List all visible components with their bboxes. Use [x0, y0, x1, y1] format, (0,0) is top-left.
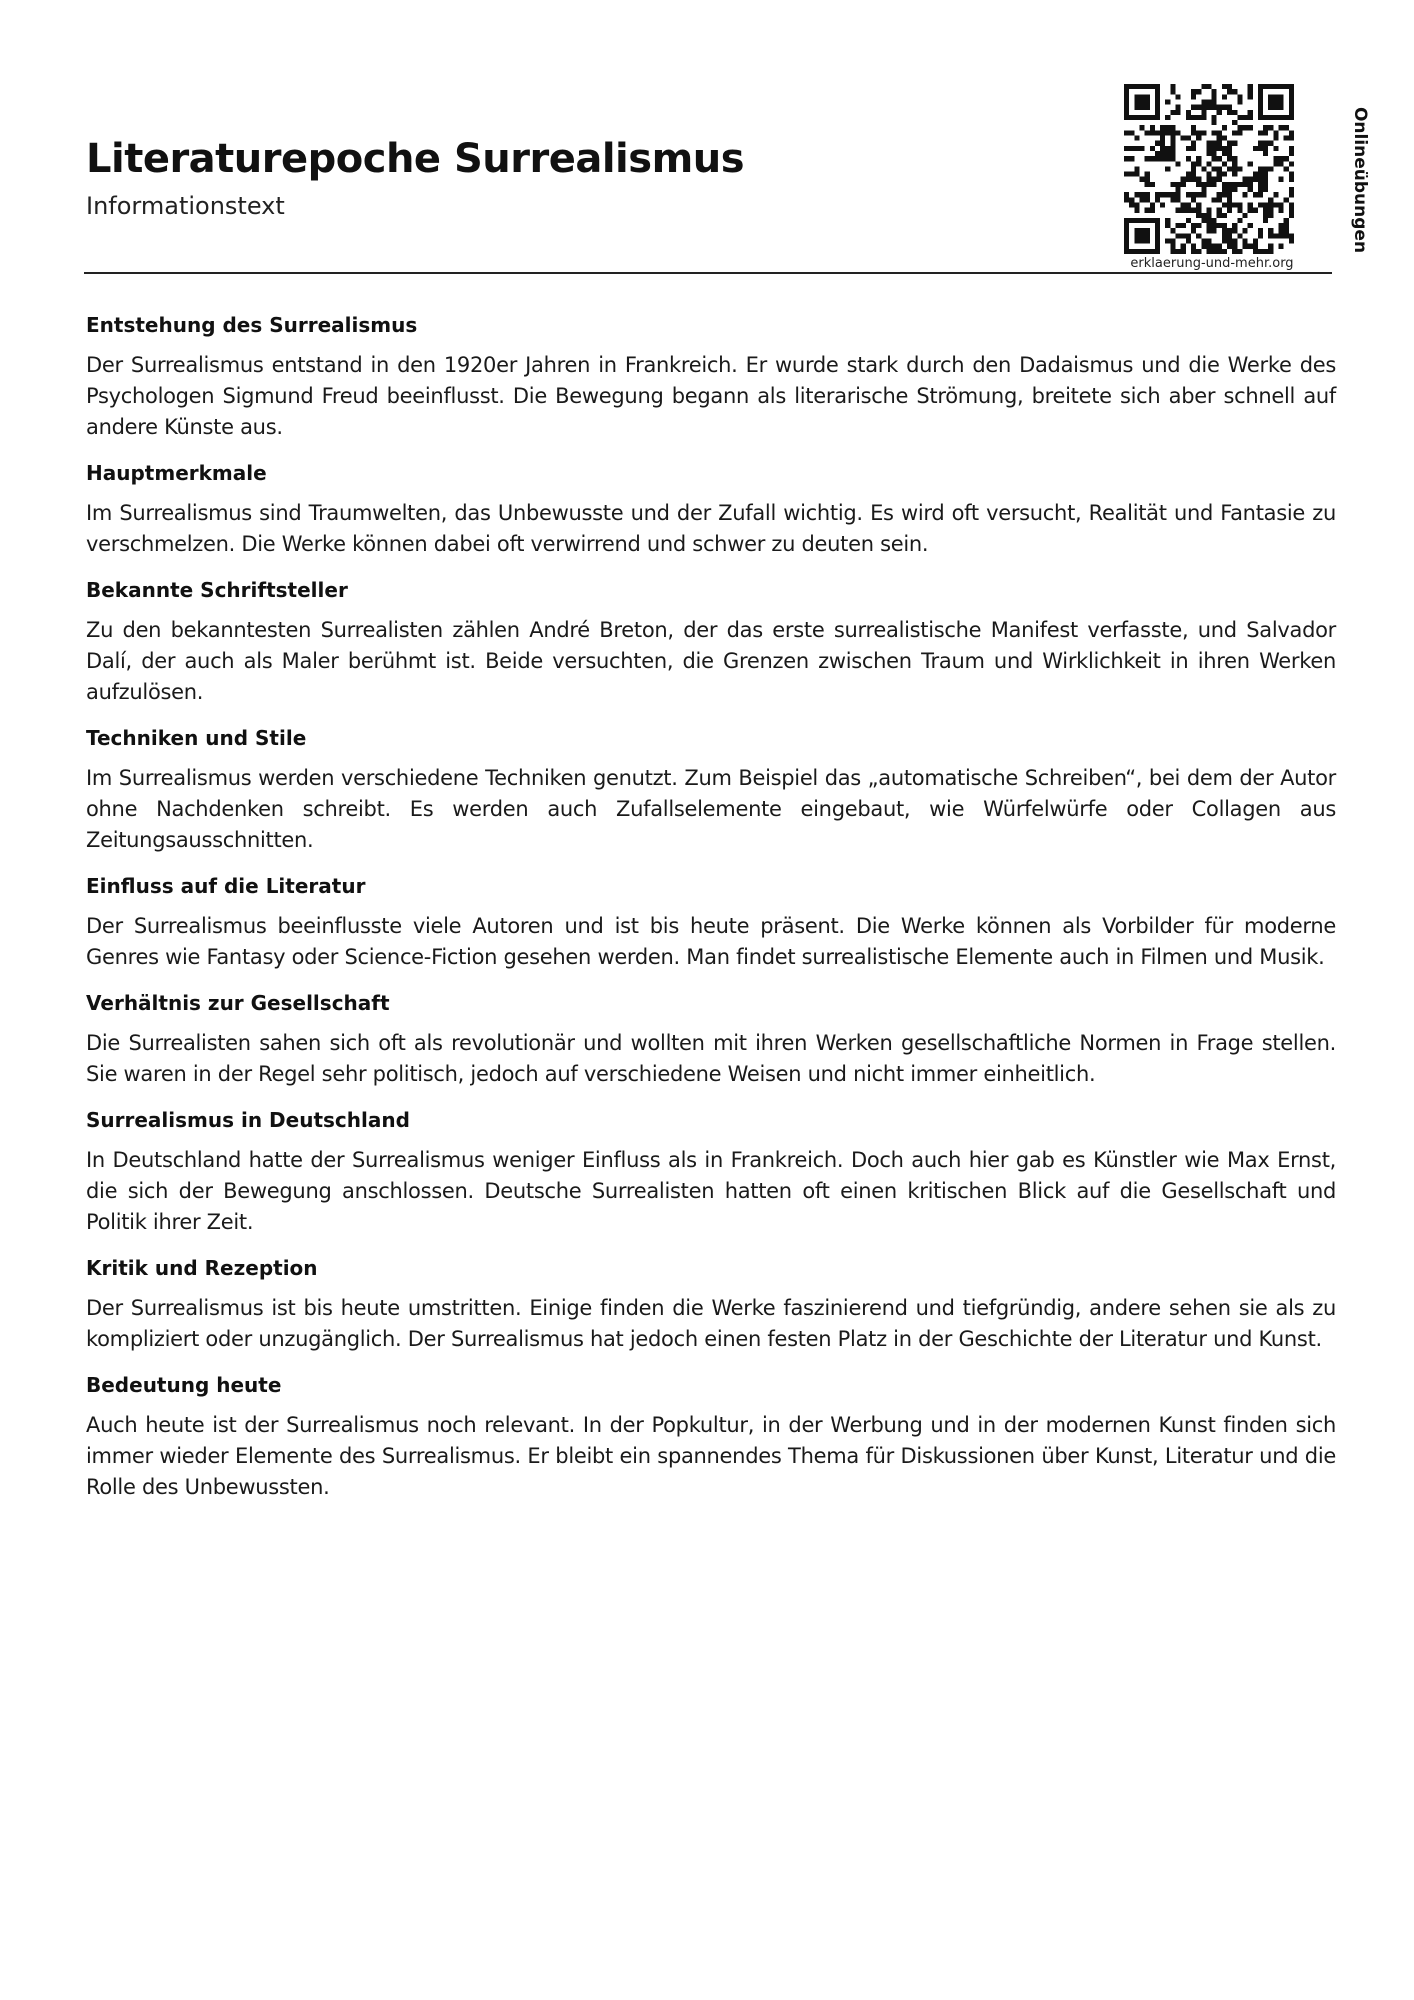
section-hauptmerkmale	[86, 460, 1336, 560]
qr-side-label: Onlineübungen	[1350, 106, 1370, 254]
qr-code-icon[interactable]	[1124, 84, 1294, 254]
page-title: Literaturepoche Surrealismus	[86, 136, 745, 182]
section-text: Im Surrealismus sind Traumwelten, das Unbewusste und der Zufall wichtig. Es wird oft versucht, Realität und Fantasie zu verschmelzen. Die Werke können dabei oft verwirrend und schwer zu deuten sein.	[86, 501, 1336, 556]
qr-url-label[interactable]: erklaerung-und-mehr.org	[1130, 256, 1294, 271]
section-techniken	[86, 725, 1336, 856]
section-text: Die Surrealisten sahen sich oft als revolutionär und wollten mit ihren Werken gesellschaftliche Normen in Frage stellen. Sie waren in der Regel sehr politisch, jedoch auf verschiedene Weisen und nicht immer einheitlich.	[86, 1031, 1336, 1086]
section-text: Auch heute ist der Surrealismus noch relevant. In der Popkultur, in der Werbung und in der modernen Kunst finden sich immer wieder Elemente des Surrealismus. Er bleibt ein spannendes Thema für Diskussionen über Kunst, Literatur und die Rolle des Unbewussten.	[86, 1413, 1336, 1499]
section-heading: Surrealismus in Deutschland	[86, 1108, 410, 1132]
section-kritik	[86, 1255, 1336, 1355]
section-entstehung	[86, 312, 1336, 443]
section-heading: Verhältnis zur Gesellschaft	[86, 991, 390, 1015]
section-einfluss	[86, 873, 1336, 973]
section-heading: Bekannte Schriftsteller	[86, 578, 348, 602]
section-bedeutung	[86, 1372, 1336, 1503]
section-heading: Bedeutung heute	[86, 1373, 282, 1397]
page-subtitle: Informationstext	[86, 192, 285, 220]
section-text: Der Surrealismus beeinflusste viele Autoren und ist bis heute präsent. Die Werke können als Vorbilder für moderne Genres wie Fantasy oder Science-Fiction gesehen werden. Man findet surrealistische Elemente auch in Filmen und Musik.	[86, 914, 1336, 969]
section-heading: Entstehung des Surrealismus	[86, 313, 418, 337]
section-text: Der Surrealismus entstand in den 1920er Jahren in Frankreich. Er wurde stark durch den Dadaismus und die Werke des Psychologen Sigmund Freud beeinflusst. Die Bewegung begann als literarische Strömung, breitete sich aber schnell auf andere Künste aus.	[86, 353, 1336, 439]
section-text: Der Surrealismus ist bis heute umstritten. Einige finden die Werke faszinierend und tiefgründig, andere sehen sie als zu kompliziert oder unzugänglich. Der Surrealismus hat jedoch einen festen Platz in der Geschichte der Literatur und Kunst.	[86, 1296, 1336, 1351]
section-heading: Techniken und Stile	[86, 726, 307, 750]
section-deutschland	[86, 1107, 1336, 1238]
section-heading: Hauptmerkmale	[86, 461, 267, 485]
content-body	[86, 312, 1336, 1520]
section-schriftsteller	[86, 577, 1336, 708]
section-heading: Einfluss auf die Literatur	[86, 874, 366, 898]
section-text: Zu den bekanntesten Surrealisten zählen André Breton, der das erste surrealistische Manifest verfasste, und Salvador Dalí, der auch als Maler berühmt ist. Beide versuchten, die Grenzen zwischen Traum und Wirklichkeit in ihren Werken aufzulösen.	[86, 618, 1336, 704]
header-divider	[84, 272, 1332, 274]
section-heading: Kritik und Rezeption	[86, 1256, 318, 1280]
section-text: In Deutschland hatte der Surrealismus weniger Einfluss als in Frankreich. Doch auch hier gab es Künstler wie Max Ernst, die sich der Bewegung anschlossen. Deutsche Surrealisten hatten oft einen kritischen Blick auf die Gesellschaft und Politik ihrer Zeit.	[86, 1148, 1336, 1234]
section-gesellschaft	[86, 990, 1336, 1090]
section-text: Im Surrealismus werden verschiedene Techniken genutzt. Zum Beispiel das „automatische Schreiben“, bei dem der Autor ohne Nachdenken schreibt. Es werden auch Zufallselemente eingebaut, wie Würfelwürfe oder Collagen aus Zeitungsausschnitten.	[86, 766, 1336, 852]
